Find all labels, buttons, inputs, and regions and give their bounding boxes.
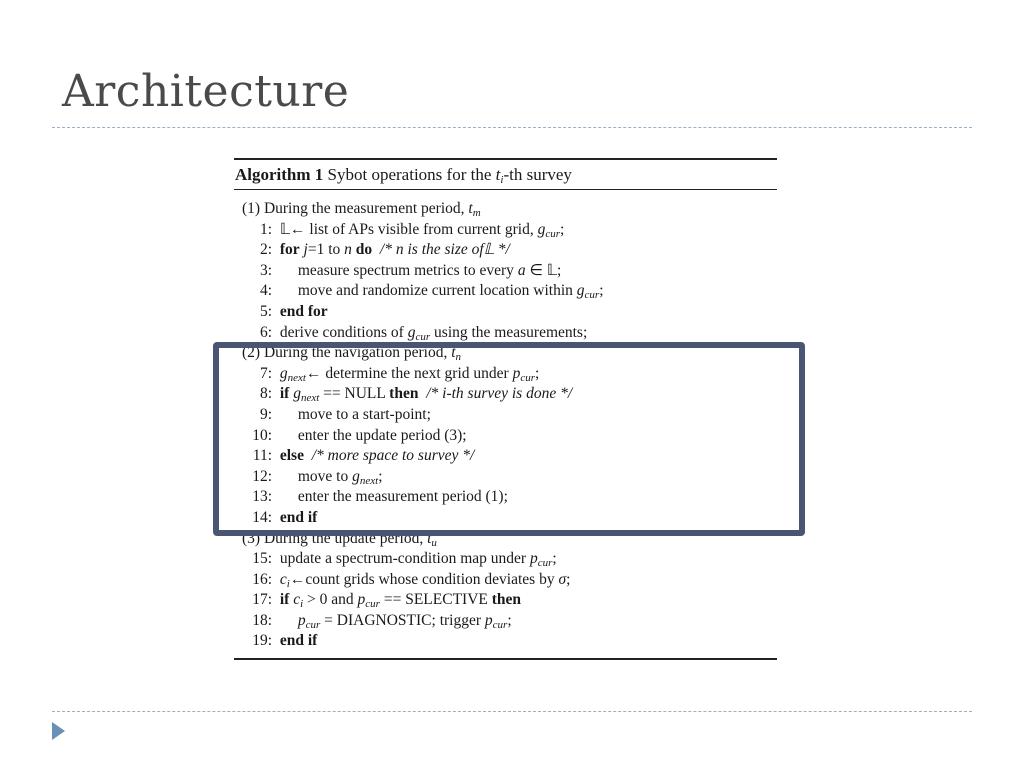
line-var: c (293, 591, 301, 609)
line-var: σ (558, 570, 567, 588)
triangle-right-icon[interactable] (52, 722, 65, 740)
line-sub: cur (305, 618, 321, 631)
algo-line-5 (234, 302, 777, 323)
line-keyword: then (491, 591, 522, 609)
section-head-text: (1) During the measurement period, (242, 200, 465, 217)
line-number: 10: (252, 426, 272, 444)
line-text-tail: ; (378, 467, 383, 485)
line-number: 3: (259, 261, 272, 279)
line-sub: i (286, 577, 290, 590)
line-number: 17: (252, 591, 272, 609)
line-comment: -th survey is done */ (446, 385, 573, 403)
line-number: 15: (252, 550, 272, 568)
footer-rule (52, 711, 972, 712)
line-var: g (407, 323, 416, 341)
algorithm-figure (234, 158, 777, 660)
line-keyword: else (279, 447, 304, 465)
line-comment: n (395, 241, 404, 259)
line-text-tail: ; (599, 282, 604, 300)
caption-sub: i (500, 174, 504, 186)
caption-var: t (495, 165, 501, 184)
line-text: ←count grids whose condition deviates by (289, 570, 555, 588)
line-number: 13: (252, 488, 272, 506)
section-sub: u (431, 536, 437, 549)
line-number: 8: (259, 385, 272, 403)
line-number: 11: (252, 447, 272, 465)
section-measurement-head (234, 199, 777, 220)
algo-line-12 (234, 467, 777, 488)
algo-line-18 (234, 611, 777, 632)
line-number: 12: (252, 467, 272, 485)
line-var: n (344, 241, 352, 259)
line-var: p (512, 364, 521, 382)
line-var: g (279, 364, 288, 382)
algo-line-14 (234, 508, 777, 529)
line-sub: cur (415, 330, 431, 343)
line-text: == SELECTIVE (383, 591, 488, 609)
line-text-tail: ; (507, 611, 512, 629)
line-comment: /* (379, 241, 392, 259)
line-sub: next (300, 392, 320, 405)
line-sub: cur (492, 618, 508, 631)
line-comment: i (442, 385, 447, 403)
algo-line-9 (234, 405, 777, 426)
line-number: 5: (259, 302, 272, 320)
line-number: 14: (252, 508, 272, 526)
line-text: > 0 and (307, 591, 354, 609)
line-number: 16: (252, 570, 272, 588)
line-text-tail: ; (534, 364, 540, 382)
title-rule (52, 127, 972, 128)
line-keyword: then (389, 385, 419, 403)
line-sub: cur (545, 227, 560, 240)
slide-title: Architecture (62, 66, 350, 117)
line-text: move and randomize current location within (297, 282, 573, 300)
line-var: g (537, 220, 546, 238)
line-keyword: do (355, 241, 373, 259)
line-var: p (297, 611, 306, 629)
line-text-tail: ; (560, 220, 565, 238)
line-text-tail: ∈ 𝕃; (529, 261, 562, 279)
line-keyword: for (279, 241, 300, 259)
line-text: ← determine the next grid under (305, 364, 509, 382)
algorithm-caption-text: Sybot operations for the (327, 165, 492, 184)
line-comment: /* more space to survey */ (311, 447, 475, 465)
algorithm-caption (234, 160, 777, 190)
line-sub: cur (520, 371, 535, 384)
line-text: measure spectrum metrics to every (297, 261, 514, 279)
section-var: t (468, 200, 473, 217)
line-keyword: end if (279, 632, 318, 650)
section-var: t (427, 529, 432, 547)
line-var: p (357, 591, 366, 609)
line-var: p (484, 611, 493, 629)
line-comment: 𝕃 */ (483, 241, 510, 259)
line-sub: next (359, 474, 379, 487)
line-keyword: end if (279, 508, 318, 526)
line-comment: is the size of (407, 241, 484, 259)
line-text: = DIAGNOSTIC; trigger (324, 611, 482, 629)
section-navigation-head (234, 343, 777, 364)
algo-line-6 (234, 323, 777, 344)
algo-line-19 (234, 631, 777, 652)
line-text: enter the measurement period (1); (297, 488, 508, 506)
line-var: a (517, 261, 526, 279)
algo-line-3 (234, 261, 777, 282)
algo-line-4 (234, 281, 777, 302)
algo-line-1 (234, 220, 777, 241)
line-text-tail: ; (566, 570, 571, 588)
algo-line-7 (234, 364, 777, 385)
algo-line-2 (234, 240, 777, 261)
algo-line-17 (234, 590, 777, 611)
line-var: j (303, 241, 308, 259)
caption-tail: -th survey (503, 165, 572, 184)
line-number: 2: (259, 241, 272, 259)
line-text: move to a start-point; (297, 405, 431, 423)
line-text: == NULL (323, 385, 386, 403)
line-var: g (576, 282, 585, 300)
line-keyword: end for (279, 302, 328, 320)
algorithm-body (234, 190, 777, 660)
line-sub: cur (537, 557, 553, 570)
line-text: 𝕃← list of APs visible from current grid, (279, 220, 534, 238)
algo-line-10 (234, 426, 777, 447)
line-var: c (279, 570, 287, 588)
line-var: g (352, 467, 360, 485)
line-comment: /* (426, 385, 439, 403)
section-sub: n (455, 351, 462, 364)
algo-line-13 (234, 487, 777, 508)
algo-line-11 (234, 446, 777, 467)
line-sub: cur (584, 289, 600, 302)
algorithm-label: Algorithm 1 (235, 165, 324, 184)
line-text-tail: ; (552, 550, 557, 568)
line-sub: cur (365, 598, 380, 611)
line-text: =1 to (307, 241, 341, 259)
line-sub: next (287, 371, 306, 384)
line-var: g (293, 385, 301, 403)
line-number: 19: (252, 632, 272, 650)
line-text: move to (297, 467, 349, 485)
line-keyword: if (279, 385, 290, 403)
line-number: 6: (259, 323, 272, 341)
line-text: enter the update period (3); (297, 426, 467, 444)
algo-line-8 (234, 384, 777, 405)
section-sub: m (472, 207, 481, 219)
section-head-text: (2) During the navigation period, (242, 344, 448, 362)
line-text: update a spectrum-condition map under (279, 550, 527, 568)
section-head-text: (3) During the update period, (242, 529, 424, 547)
line-keyword: if (279, 591, 290, 609)
algo-line-15 (234, 549, 777, 570)
section-update-head (234, 529, 777, 550)
line-text: derive conditions of (279, 323, 404, 341)
algo-line-16 (234, 570, 777, 591)
line-number: 9: (259, 405, 272, 423)
line-text-tail: using the measurements; (434, 323, 588, 341)
line-sub: i (300, 598, 304, 611)
line-number: 18: (252, 611, 272, 629)
line-var: p (529, 550, 538, 568)
line-number: 7: (259, 364, 272, 382)
section-var: t (451, 344, 456, 362)
line-number: 4: (259, 282, 272, 300)
line-number: 1: (259, 220, 272, 238)
